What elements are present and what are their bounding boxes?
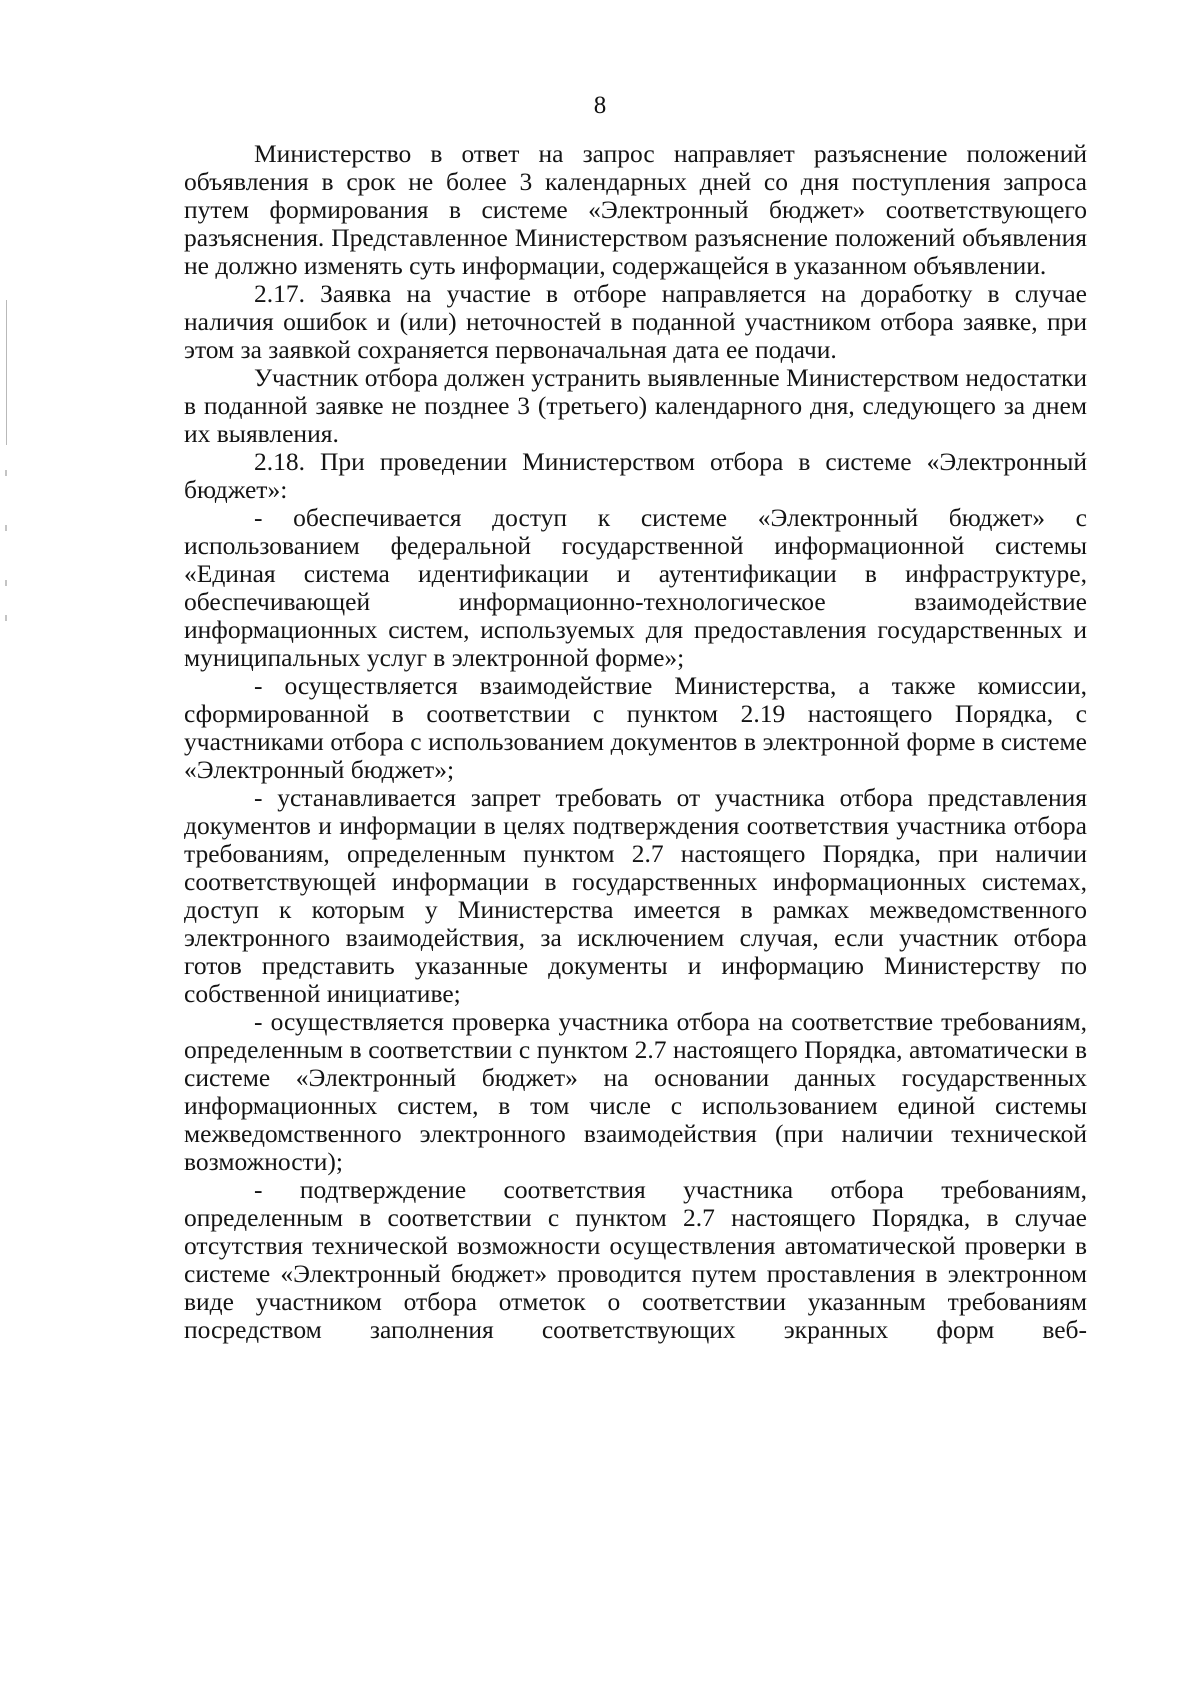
paragraph-2-17: 2.17. Заявка на участие в отборе направляется на доработку в случае наличия ошибок и (или) неточностей в поданной участником отбора заявке, при этом за заявкой сохраняется первоначальная дата ее подачи. [184, 279, 1087, 364]
scan-margin-mark [5, 615, 7, 621]
paragraph-clarification: Министерство в ответ на запрос направляет разъяснение положений объявления в срок не более 3 календарных дней со дня поступления запроса путем формирования в системе «Электронный бюджет» соответствующего разъяснения. Представленное Министерством разъяснение положений объявления не должно изменять суть информации, содержащейся в указанном объявлении. [184, 139, 1087, 280]
document-body [184, 140, 1087, 1344]
list-item-access: - обеспечивается доступ к системе «Электронный бюджет» с использованием федеральной государственной информационной системы «Единая система идентификации и аутентификации в инфраструктуре, обеспечивающей информационно-технологическое взаимодействие информационных систем, используемых для предоставления государственных и муниципальных услуг в электронной форме»; [184, 503, 1087, 672]
list-item-prohibition: - устанавливается запрет требовать от участника отбора представления документов и информации в целях подтверждения соответствия участника отбора требованиям, определенным пунктом 2.7 настоящего Порядка, при наличии соответствующей информации в государственных информационных системах, доступ к которым у Министерства имеется в рамках межведомственного электронного взаимодействия, за исключением случая, если участник отбора готов представить указанные документы и информацию Министерству по собственной инициативе; [184, 783, 1087, 1008]
list-item-interaction: - осуществляется взаимодействие Министерства, а также комиссии, сформированной в соответствии с пунктом 2.19 настоящего Порядка, с участниками отбора с использованием документов в электронной форме в системе «Электронный бюджет»; [184, 671, 1087, 784]
scan-margin-mark [5, 580, 7, 586]
scan-margin-mark [5, 525, 7, 531]
page-number: 8 [593, 92, 607, 119]
paragraph-2-18: 2.18. При проведении Министерством отбора в системе «Электронный бюджет»: [184, 447, 1087, 504]
scan-margin-line [6, 300, 7, 445]
list-item-automatic-check: - осуществляется проверка участника отбора на соответствие требованиям, определенным в соответствии с пунктом 2.7 настоящего Порядка, автоматически в системе «Электронный бюджет» на основании данных государственных информационных систем, в том числе с использованием единой системы межведомственного электронного взаимодействия (при наличии технической возможности); [184, 1007, 1087, 1176]
paragraph-participant-corrections: Участник отбора должен устранить выявленные Министерством недостатки в поданной заявке не позднее 3 (третьего) календарного дня, следующего за днем их выявления. [184, 363, 1087, 448]
scan-margin-mark [5, 470, 7, 476]
list-item-confirmation: - подтверждение соответствия участника отбора требованиям, определенным в соответствии с пунктом 2.7 настоящего Порядка, в случае отсутствия технической возможности осуществления автоматической проверки в системе «Электронный бюджет» проводится путем проставления в электронном виде участником отбора отметок о соответствии указанным требованиям посредством заполнения соответствующих экранных форм веб- [184, 1175, 1087, 1344]
